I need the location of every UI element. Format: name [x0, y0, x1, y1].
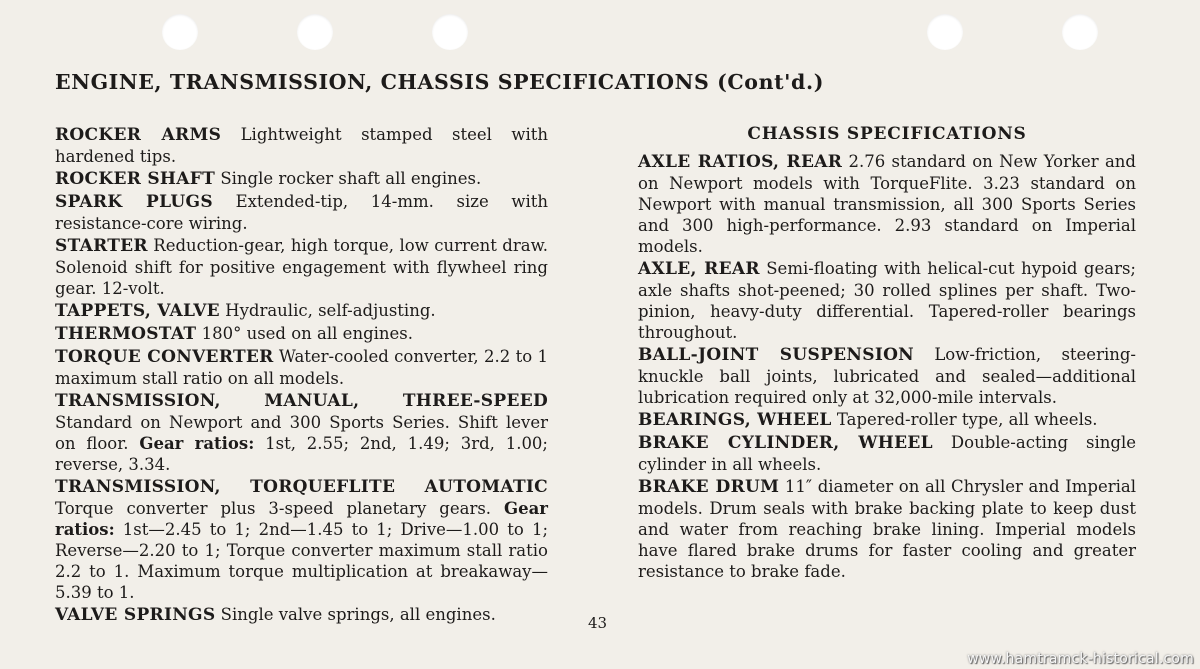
engine-transmission-column: [55, 124, 548, 627]
spec-entry: [55, 346, 548, 389]
spec-entry: [55, 191, 548, 234]
spec-text: 1st—2.45 to 1; 2nd—1.45 to 1; Drive—1.00 to 1; Reverse—2.20 to 1; Torque converter maximum stall ratio 2.2 to 1. Maximum torque multiplication at breakaway—5.39 to 1.: [55, 520, 548, 602]
spec-entry: [55, 476, 548, 603]
spec-text: Extended-tip, 14-mm. size with resistance-core wiring.: [55, 192, 549, 233]
spec-term: AXLE, REAR: [638, 259, 760, 279]
chassis-heading: CHASSIS SPECIFICATIONS: [747, 124, 1027, 144]
spec-term: TRANSMISSION, TORQUEFLITE AUTOMATIC: [55, 477, 548, 497]
spec-text: Single rocker shaft all engines.: [215, 169, 482, 188]
spec-entry: [638, 432, 1136, 475]
chassis-column: [638, 124, 1136, 583]
spec-entry: [55, 300, 548, 322]
page-number: 43: [588, 614, 608, 632]
spec-text: Hydraulic, self-adjusting.: [219, 301, 436, 320]
binder-holes: [0, 0, 1200, 60]
spec-entry: [638, 344, 1136, 408]
binder-hole: [432, 14, 468, 50]
spec-term: BRAKE DRUM: [638, 477, 780, 497]
spec-text: 1st, 2.55; 2nd, 1.49; 3rd, 1.00; reverse, 3.34.: [55, 434, 548, 474]
spec-entry: [638, 476, 1136, 582]
spec-term: ROCKER SHAFT: [55, 169, 216, 189]
spec-text: Single valve springs, all engines.: [215, 605, 496, 624]
spec-text: Reduction-gear, high torque, low current draw. Solenoid shift for positive engagement with flywheel ring gear. 12-volt.: [55, 236, 548, 298]
spec-text: 11″ diameter on all Chrysler and Imperial models. Drum seals with brake backing plate to keep dust and water from reaching brake lining. Imperial models have flared brake drums for faster cooling and greater resistance to brake fade.: [638, 477, 1136, 581]
spec-text: Torque converter plus 3-speed planetary gears.: [55, 499, 505, 518]
spec-term: VALVE SPRINGS: [55, 605, 216, 625]
spec-subterm: Gear ratios:: [55, 499, 548, 539]
spec-text: Tapered-roller type, all wheels.: [831, 410, 1098, 429]
spec-entry: [638, 151, 1136, 257]
spec-text: Semi-floating with helical-cut hypoid gears; axle shafts shot-peened; 30 rolled splines per shaft. Two-pinion, heavy-duty differential. Tapered-roller bearings throughout.: [638, 259, 1136, 342]
spec-text: Double-acting single cylinder in all wheels.: [638, 433, 1137, 474]
spec-entry: [55, 235, 548, 299]
spec-term: STARTER: [55, 236, 148, 256]
spec-text: Standard on Newport and 300 Sports Series. Shift lever on floor.: [55, 413, 548, 453]
page-title: ENGINE, TRANSMISSION, CHASSIS SPECIFICATIONS (Cont'd.): [55, 70, 824, 94]
spec-term: AXLE RATIOS, REAR: [638, 152, 843, 172]
spec-term: THERMOSTAT: [55, 324, 197, 344]
spec-term: BEARINGS, WHEEL: [638, 410, 832, 430]
spec-term: TORQUE CONVERTER: [55, 347, 274, 367]
spec-term: TRANSMISSION, MANUAL, THREE-SPEED: [55, 391, 548, 411]
spec-text: 2.76 standard on New Yorker and on Newport models with TorqueFlite. 3.23 standard on Newport with manual transmission, all 300 Sports Series and 300 high-performance. 2.93 standard on Imperial models.: [638, 152, 1136, 256]
binder-hole: [297, 14, 333, 50]
spec-text: 180° used on all engines.: [196, 324, 414, 343]
binder-hole: [162, 14, 198, 50]
spec-term: BALL-JOINT SUSPENSION: [638, 345, 915, 365]
spec-term: TAPPETS, VALVE: [55, 301, 220, 321]
spec-entry: [55, 124, 548, 167]
spec-subterm: Gear ratios:: [139, 434, 255, 453]
spec-entry: [55, 168, 548, 190]
spec-entry: [55, 390, 548, 475]
spec-entry: [55, 604, 548, 626]
spec-term: BRAKE CYLINDER, WHEEL: [638, 433, 933, 453]
spec-text: Lightweight stamped steel with hardened tips.: [55, 125, 548, 166]
spec-term: ROCKER ARMS: [55, 125, 222, 145]
spec-entry: [638, 258, 1136, 343]
binder-hole: [1062, 14, 1098, 50]
binder-hole: [927, 14, 963, 50]
spec-term: SPARK PLUGS: [55, 192, 213, 212]
spec-entry: [638, 409, 1136, 431]
spec-entry: [55, 323, 548, 345]
spec-text: Water-cooled converter, 2.2 to 1 maximum stall ratio on all models.: [55, 347, 548, 388]
spec-text: Low-friction, steering-knuckle ball joints, lubricated and sealed—additional lubrication required only at 32,000-mile intervals.: [638, 345, 1136, 407]
watermark: www.hamtramck-historical.com: [967, 651, 1194, 667]
